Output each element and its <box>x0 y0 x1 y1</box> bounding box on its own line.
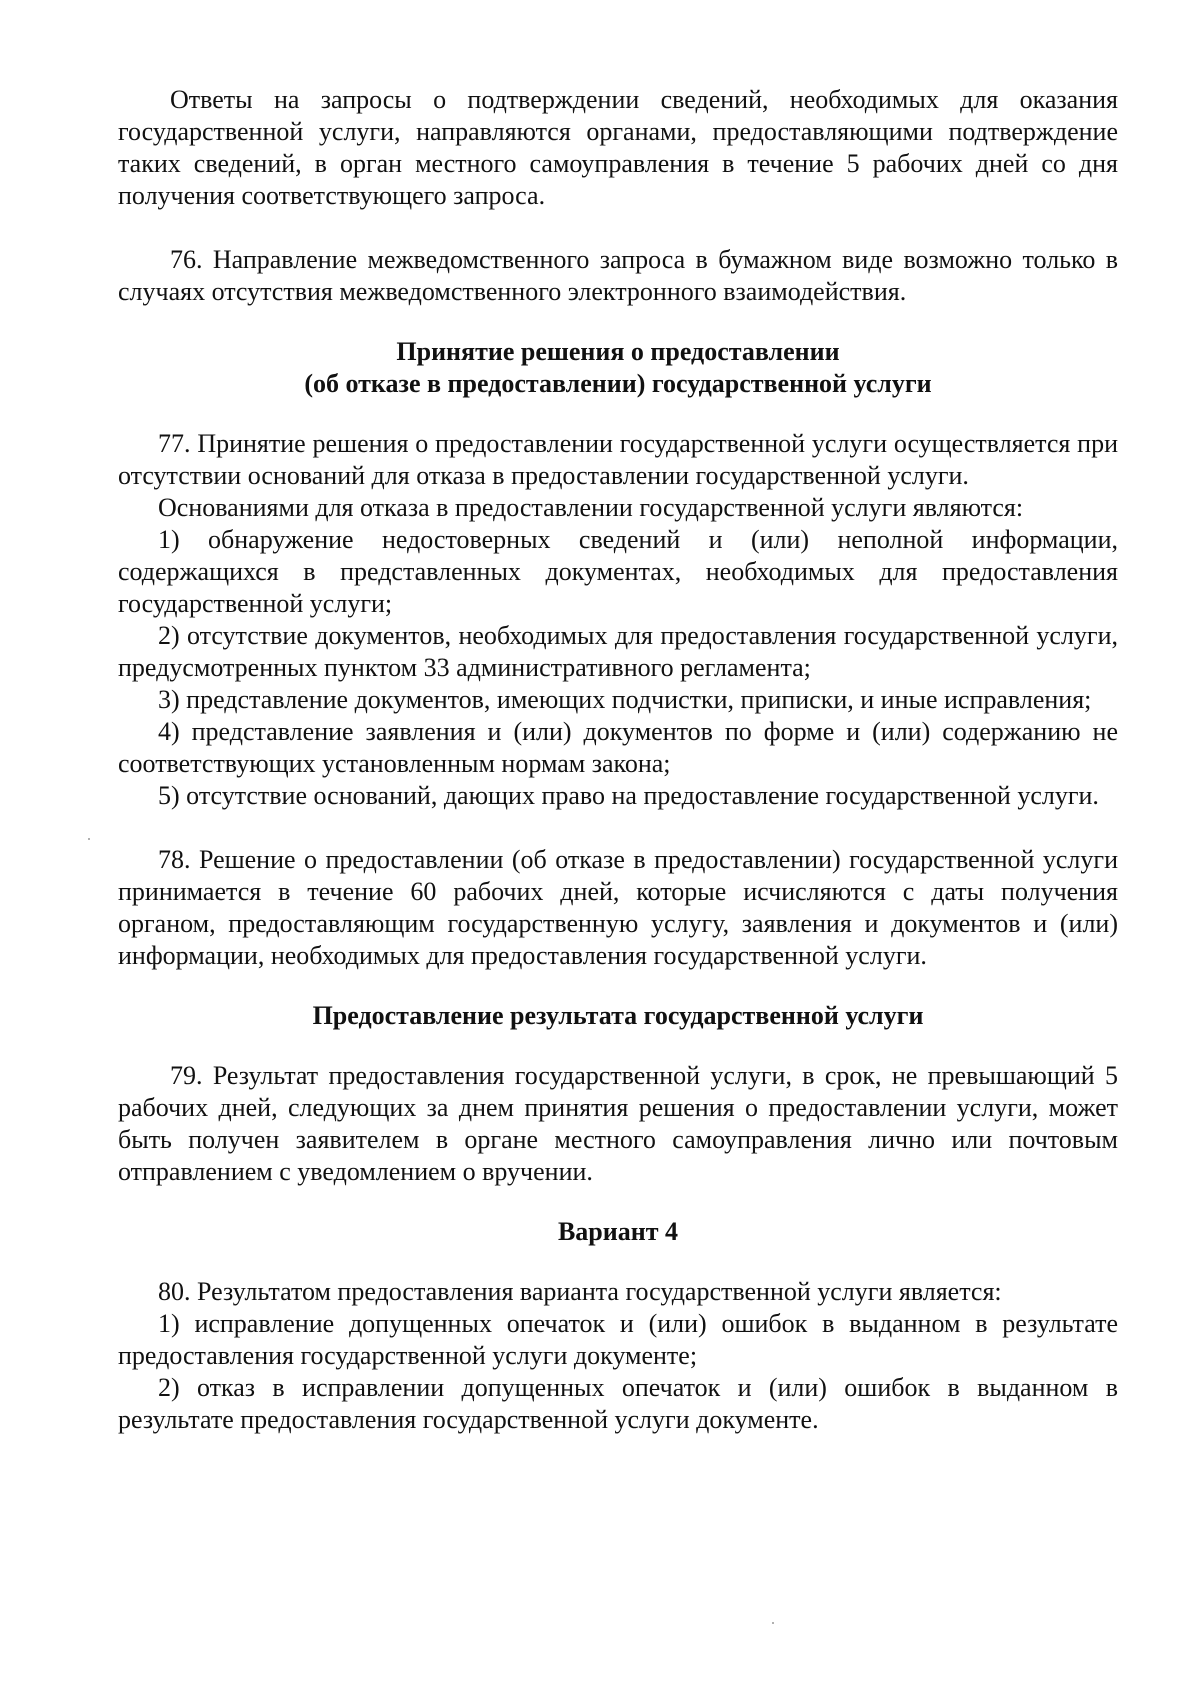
paragraph-77-grounds: Основаниями для отказа в предоставлении государственной услуги являются: <box>158 493 1024 522</box>
list-item-80-2: 2) отказ в исправлении допущенных опечаток и (или) ошибок в выданном в результате предоставления государственной услуги документе. <box>118 1373 1118 1434</box>
scan-speck <box>88 838 90 840</box>
list-item-77-1: 1) обнаружение недостоверных сведений и (или) неполной информации, содержащихся в представленных документах, необходимых для предоставления государственной услуги; <box>118 525 1118 618</box>
paragraph-78: 78. Решение о предоставлении (об отказе в предоставлении) государственной услуги принимается в течение 60 рабочих дней, которые исчисляются с даты получения органом, предоставляющим государственную услугу, заявления и документов и (или) информации, необходимых для предоставления государственной услуги. <box>118 845 1118 970</box>
spacer <box>118 212 1118 244</box>
paragraph-76: 76. Направление межведомственного запроса в бумажном виде возможно только в случаях отсутствия межведомственного электронного взаимодействия. <box>118 245 1118 306</box>
spacer <box>118 812 1118 844</box>
document-page <box>118 84 1118 1436</box>
paragraph-80: 80. Результатом предоставления варианта государственной услуги является: <box>158 1277 1002 1306</box>
spacer <box>118 1032 1118 1060</box>
spacer <box>118 308 1118 336</box>
spacer <box>118 1188 1118 1216</box>
list-item-77-5: 5) отсутствие оснований, дающих право на предоставление государственной услуги. <box>158 781 1099 810</box>
section-heading-variant-4: Вариант 4 <box>557 1217 679 1246</box>
spacer <box>118 400 1118 428</box>
list-item-77-2: 2) отсутствие документов, необходимых для предоставления государственной услуги, предусмотренных пунктом 33 административного регламента; <box>118 621 1118 682</box>
spacer <box>118 972 1118 1000</box>
spacer <box>118 1248 1118 1276</box>
scan-speck <box>772 1622 774 1624</box>
paragraph-79: 79. Результат предоставления государственной услуги, в срок, не превышающий 5 рабочих дней, следующих за днем принятия решения о предоставлении услуги, может быть получен заявителем в органе местного самоуправления лично или почтовым отправлением с уведомлением о вручении. <box>118 1061 1118 1186</box>
section-heading-decision-line2: (об отказе в предоставлении) государственной услуги <box>304 369 932 398</box>
paragraph-77: 77. Принятие решения о предоставлении государственной услуги осуществляется при отсутствии оснований для отказа в предоставлении государственной услуги. <box>118 429 1118 490</box>
list-item-77-4: 4) представление заявления и (или) документов по форме и (или) содержанию не соответствующих установленным нормам закона; <box>118 717 1118 778</box>
list-item-80-1: 1) исправление допущенных опечаток и (или) ошибок в выданном в результате предоставления государственной услуги документе; <box>118 1309 1118 1370</box>
section-heading-result: Предоставление результата государственной услуги <box>312 1001 924 1030</box>
list-item-77-3: 3) представление документов, имеющих подчистки, приписки, и иные исправления; <box>158 685 1092 714</box>
section-heading-decision-line1: Принятие решения о предоставлении <box>396 337 840 366</box>
paragraph-answers: Ответы на запросы о подтверждении сведений, необходимых для оказания государственной услуги, направляются органами, предоставляющими подтверждение таких сведений, в орган местного самоуправления в течение 5 рабочих дней со дня получения соответствующего запроса. <box>118 85 1118 210</box>
